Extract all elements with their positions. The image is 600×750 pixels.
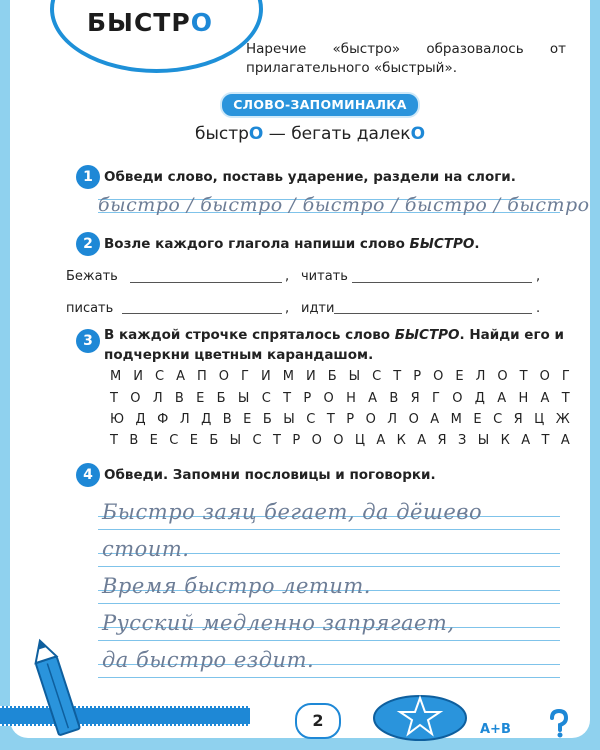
grid-letter[interactable]: Ы — [477, 433, 490, 448]
grid-letter[interactable]: А — [497, 391, 507, 406]
grid-letter[interactable]: О — [365, 412, 376, 427]
grid-letter[interactable]: Т — [519, 369, 528, 384]
grid-letter[interactable]: Т — [283, 391, 292, 406]
letter-grid-row[interactable] — [110, 391, 570, 406]
star-ellipse-icon — [370, 688, 470, 742]
grid-letter[interactable]: Е — [455, 369, 464, 384]
grid-letter[interactable]: Т — [393, 369, 402, 384]
task-number-2: 2 — [76, 232, 100, 256]
grid-letter[interactable]: С — [252, 433, 262, 448]
grid-letter[interactable]: Ы — [229, 433, 242, 448]
grid-letter[interactable]: П — [197, 369, 207, 384]
grid-letter[interactable]: Я — [513, 412, 523, 427]
grid-letter[interactable]: Л — [179, 412, 190, 427]
verb-label: Бежать — [66, 269, 118, 284]
memo-badge: СЛОВО-ЗАПОМИНАЛКА — [220, 92, 420, 118]
grid-letter[interactable]: И — [261, 369, 271, 384]
grid-letter[interactable]: Б — [327, 369, 337, 384]
grid-letter[interactable]: М — [110, 369, 122, 384]
grid-letter[interactable]: А — [176, 369, 185, 384]
grid-letter[interactable]: Г — [561, 369, 570, 384]
grid-letter[interactable]: Б — [262, 412, 272, 427]
grid-letter[interactable]: Н — [518, 391, 529, 406]
grid-letter[interactable]: А — [521, 433, 531, 448]
grid-letter[interactable]: О — [497, 369, 508, 384]
grid-letter[interactable]: А — [540, 391, 550, 406]
task-number-3: 3 — [76, 329, 100, 353]
grid-letter[interactable]: Ы — [348, 369, 361, 384]
grid-letter[interactable]: А — [368, 391, 378, 406]
grid-letter[interactable]: А — [430, 412, 440, 427]
grid-letter[interactable]: М — [450, 412, 462, 427]
grid-letter[interactable]: О — [218, 369, 230, 384]
grid-letter[interactable]: К — [396, 433, 406, 448]
grid-letter[interactable]: Б — [216, 391, 226, 406]
task-4-text: Обведи. Запомни пословицы и поговорки. — [104, 467, 436, 483]
grid-letter[interactable]: С — [372, 369, 382, 384]
grid-letter[interactable]: Д — [135, 412, 146, 427]
grid-letter[interactable]: О — [130, 391, 141, 406]
grid-letter[interactable]: С — [169, 433, 179, 448]
grid-letter[interactable]: А — [376, 433, 386, 448]
task-1-script[interactable]: быстро / быстро / быстро / быстро / быстро — [98, 194, 590, 216]
letter-grid-row[interactable] — [110, 369, 570, 384]
memo-phrase: быстрО — бегать далекО — [194, 124, 426, 144]
grid-letter[interactable]: М — [282, 369, 294, 384]
grid-letter[interactable]: Е — [243, 412, 252, 427]
grid-letter[interactable]: Ы — [237, 391, 250, 406]
grid-letter[interactable]: Т — [110, 391, 118, 406]
grid-letter[interactable]: О — [408, 412, 419, 427]
grid-letter[interactable]: Ю — [110, 412, 125, 427]
grid-letter[interactable]: Е — [149, 433, 158, 448]
grid-letter[interactable]: Ж — [555, 412, 570, 427]
grid-letter[interactable]: Б — [209, 433, 219, 448]
task-2-text: Возле каждого глагола напиши слово БЫСТРО. — [104, 236, 480, 252]
grid-letter[interactable]: Л — [387, 412, 398, 427]
grid-letter[interactable]: А — [417, 433, 427, 448]
answer-line[interactable] — [334, 313, 532, 314]
grid-letter[interactable]: Ц — [534, 412, 545, 427]
grid-letter[interactable]: А — [560, 433, 570, 448]
grid-letter[interactable]: Я — [410, 391, 420, 406]
verb-label: читать — [301, 269, 348, 284]
grid-letter[interactable]: С — [261, 391, 271, 406]
proverb-line[interactable]: да быстро ездит. — [102, 648, 315, 672]
grid-letter[interactable]: Р — [346, 412, 355, 427]
proverb-line[interactable]: Русский медленно запрягает, — [102, 611, 455, 635]
proverb-line[interactable]: Быстро заяц бегает, да дёшево — [102, 500, 483, 524]
worksheet-page: БЫСТРО Наречие «быстро» образовалось от прилагательного «быстрый». СЛОВО-ЗАПОМИНАЛКА быстрО — бегать далекО 1 Обведи слово, поставь ударение, раздели на слоги. быстро / быстро / быстро / быстро / быстро 2 Возле каждого глагола напиши слово БЫСТРО. Бежать , читать , писать , идти . 3 В каждой строчке спряталось слово БЫСТРО. Найди его и подчеркни цветным карандашом. М И С А П О Г И М И Б Ы С Т Р О Е Л О Т О Г Т О Л В Е Б Ы С Т Р О Н А В Я Г О Д А Н А Т Ю Д Ф Л Д В Е Б Ы С Т Р О Л О А М Е С Я Ц Ж Т В Е С Е Б Ы С Т Р О О Ц А К А Я З Ы К А Т А 4 Обведи. Запомни пословицы и поговорки. Быстро заяц бегает, да дёшево стоит. Время быстро летит. Русский медленно запрягает, да быстро ездит. 2 A+B — [10, 0, 590, 738]
pencil-icon — [28, 632, 84, 742]
task-1-text: Обведи слово, поставь ударение, раздели на слоги. — [104, 169, 516, 185]
proverb-line[interactable]: Время быстро летит. — [102, 574, 371, 598]
grid-letter[interactable]: Г — [431, 391, 440, 406]
proverb-line[interactable]: стоит. — [102, 537, 190, 561]
grid-letter[interactable]: О — [539, 369, 550, 384]
grid-letter[interactable]: Ы — [283, 412, 295, 427]
grid-letter[interactable]: Л — [152, 391, 163, 406]
grid-letter[interactable]: Р — [292, 433, 301, 448]
grid-letter[interactable]: Я — [437, 433, 447, 448]
grid-letter[interactable]: О — [333, 433, 344, 448]
grid-letter[interactable]: Ф — [157, 412, 169, 427]
grid-letter[interactable]: Ц — [354, 433, 365, 448]
grid-letter[interactable]: Р — [413, 369, 422, 384]
task-number-4: 4 — [76, 463, 100, 487]
task-number-1: 1 — [76, 165, 100, 189]
grid-letter[interactable]: С — [493, 412, 503, 427]
grid-letter[interactable]: Т — [326, 412, 335, 427]
page-title: БЫСТРО — [87, 8, 213, 37]
grid-letter[interactable]: В — [389, 391, 399, 406]
grid-letter[interactable]: И — [305, 369, 316, 384]
grid-letter[interactable]: Л — [475, 369, 486, 384]
grid-letter[interactable]: Г — [241, 369, 249, 384]
verb-label: писать — [66, 301, 114, 316]
answer-line[interactable] — [352, 282, 532, 283]
letter-grid-row[interactable] — [110, 433, 570, 448]
answer-line[interactable] — [122, 313, 282, 314]
grid-letter[interactable]: Р — [303, 391, 312, 406]
grid-letter[interactable]: О — [433, 369, 444, 384]
letter-grid-row[interactable] — [110, 412, 570, 427]
grid-letter[interactable]: Т — [541, 433, 550, 448]
grid-letter[interactable]: Т — [110, 433, 118, 448]
task-3-text: В каждой строчке спряталось слово БЫСТРО. Найди его и подчеркни цветным карандашом. — [104, 327, 564, 363]
grid-letter[interactable]: З — [457, 433, 467, 448]
grid-letter[interactable]: Т — [561, 391, 570, 406]
page-number: 2 — [295, 703, 341, 739]
grid-letter[interactable]: О — [452, 391, 463, 406]
grid-letter[interactable]: С — [306, 412, 316, 427]
grid-letter[interactable]: И — [133, 369, 143, 384]
grid-letter[interactable]: Д — [474, 391, 485, 406]
grid-letter[interactable]: Е — [196, 391, 205, 406]
grid-letter[interactable]: О — [311, 433, 322, 448]
grid-letter[interactable]: О — [323, 391, 334, 406]
grid-letter[interactable]: В — [222, 412, 232, 427]
grid-letter[interactable]: Т — [273, 433, 281, 448]
grid-letter[interactable]: В — [129, 433, 139, 448]
intro-text: Наречие «быстро» образовалось от прилагательного «быстрый». — [246, 41, 566, 76]
grid-letter[interactable]: Д — [201, 412, 212, 427]
grid-letter[interactable]: Н — [346, 391, 356, 406]
grid-letter[interactable]: В — [174, 391, 184, 406]
grid-letter[interactable]: К — [500, 433, 510, 448]
formula-label: A+B — [480, 722, 511, 737]
grid-letter[interactable]: С — [154, 369, 165, 384]
grid-letter[interactable]: Е — [473, 412, 482, 427]
question-mark-icon — [544, 708, 574, 738]
verb-label: идти — [301, 301, 335, 316]
grid-letter[interactable]: Е — [189, 433, 198, 448]
answer-line[interactable] — [130, 282, 282, 283]
